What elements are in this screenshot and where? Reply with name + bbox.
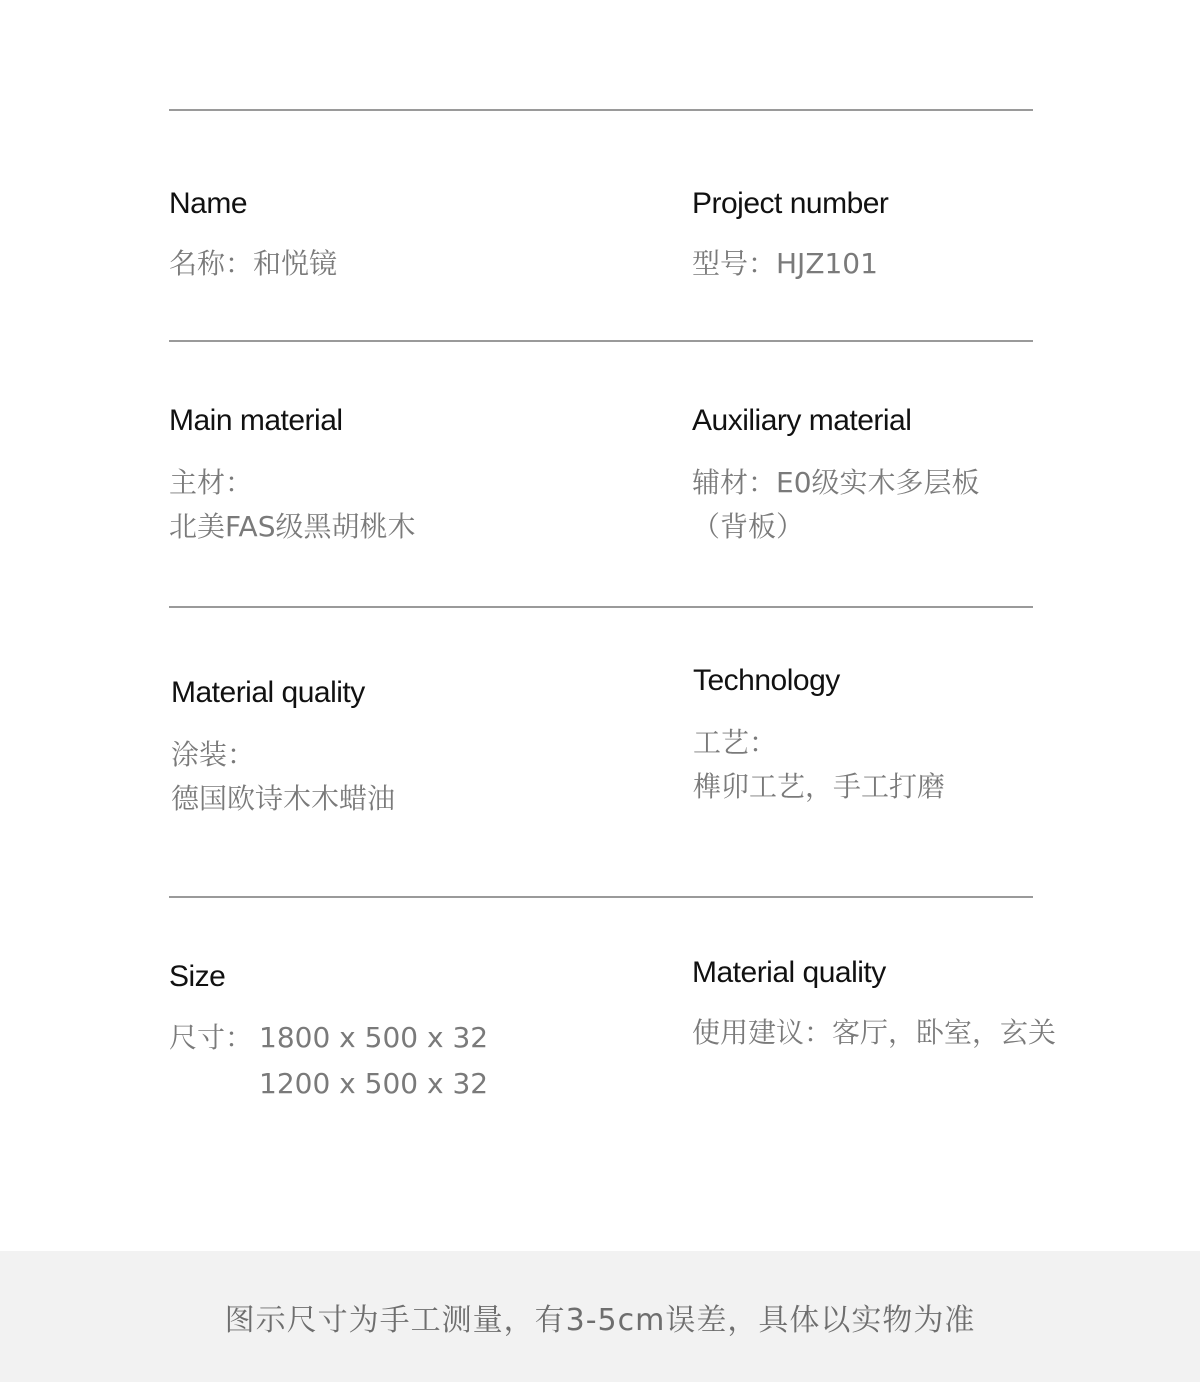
field-main-material-line1: 主材： xyxy=(169,466,254,499)
field-auxiliary-material-line1: 辅材：E0级实木多层板 xyxy=(692,466,980,499)
divider-2 xyxy=(169,606,1033,608)
field-project-number-value: 型号：HJZ101 xyxy=(692,247,878,280)
field-project-number-label: Project number xyxy=(692,187,889,220)
field-main-material-label: Main material xyxy=(169,404,343,437)
field-size xyxy=(169,959,488,1107)
field-material-quality-line1: 涂装： xyxy=(171,738,256,771)
field-size-value xyxy=(169,1015,488,1107)
field-name xyxy=(169,186,337,286)
field-usage-value: 使用建议：客厅，卧室，玄关 xyxy=(692,1016,1057,1049)
field-size-label: Size xyxy=(169,960,226,993)
field-size-line2: 1200 x 500 x 32 xyxy=(259,1067,489,1100)
field-auxiliary-material xyxy=(692,403,980,549)
field-size-line1: 1800 x 500 x 32 xyxy=(259,1021,489,1054)
field-main-material-value xyxy=(169,461,415,549)
divider-top xyxy=(169,109,1033,111)
field-auxiliary-material-value xyxy=(692,461,980,549)
field-auxiliary-material-label: Auxiliary material xyxy=(692,404,912,437)
field-material-quality-label: Material quality xyxy=(171,676,365,709)
field-size-prefix: 尺寸： xyxy=(169,1021,254,1054)
field-size-line2-row xyxy=(169,1061,488,1107)
footer-note: 图示尺寸为手工测量，有3-5cm误差，具体以实物为准 xyxy=(224,1302,976,1338)
field-technology-line1: 工艺： xyxy=(693,726,778,759)
field-material-quality-line2: 德国欧诗木木蜡油 xyxy=(171,782,396,815)
field-main-material-line2: 北美FAS级黑胡桃木 xyxy=(169,510,416,543)
field-size-line1-row xyxy=(169,1015,488,1061)
field-technology xyxy=(693,663,945,809)
field-usage xyxy=(692,955,1056,1055)
footer-note-bar xyxy=(0,1251,1200,1382)
field-usage-label: Material quality xyxy=(692,956,886,989)
field-technology-label: Technology xyxy=(693,664,840,697)
field-material-quality xyxy=(171,675,395,821)
divider-1 xyxy=(169,340,1033,342)
divider-3 xyxy=(169,896,1033,898)
field-material-quality-value xyxy=(171,733,395,821)
field-name-value: 名称：和悦镜 xyxy=(169,247,338,280)
field-project-number xyxy=(692,186,888,286)
field-name-label: Name xyxy=(169,187,248,220)
field-auxiliary-material-line2: （背板） xyxy=(692,510,805,543)
field-main-material xyxy=(169,403,415,549)
field-technology-line2: 榫卯工艺，手工打磨 xyxy=(693,770,946,803)
field-technology-value xyxy=(693,721,945,809)
